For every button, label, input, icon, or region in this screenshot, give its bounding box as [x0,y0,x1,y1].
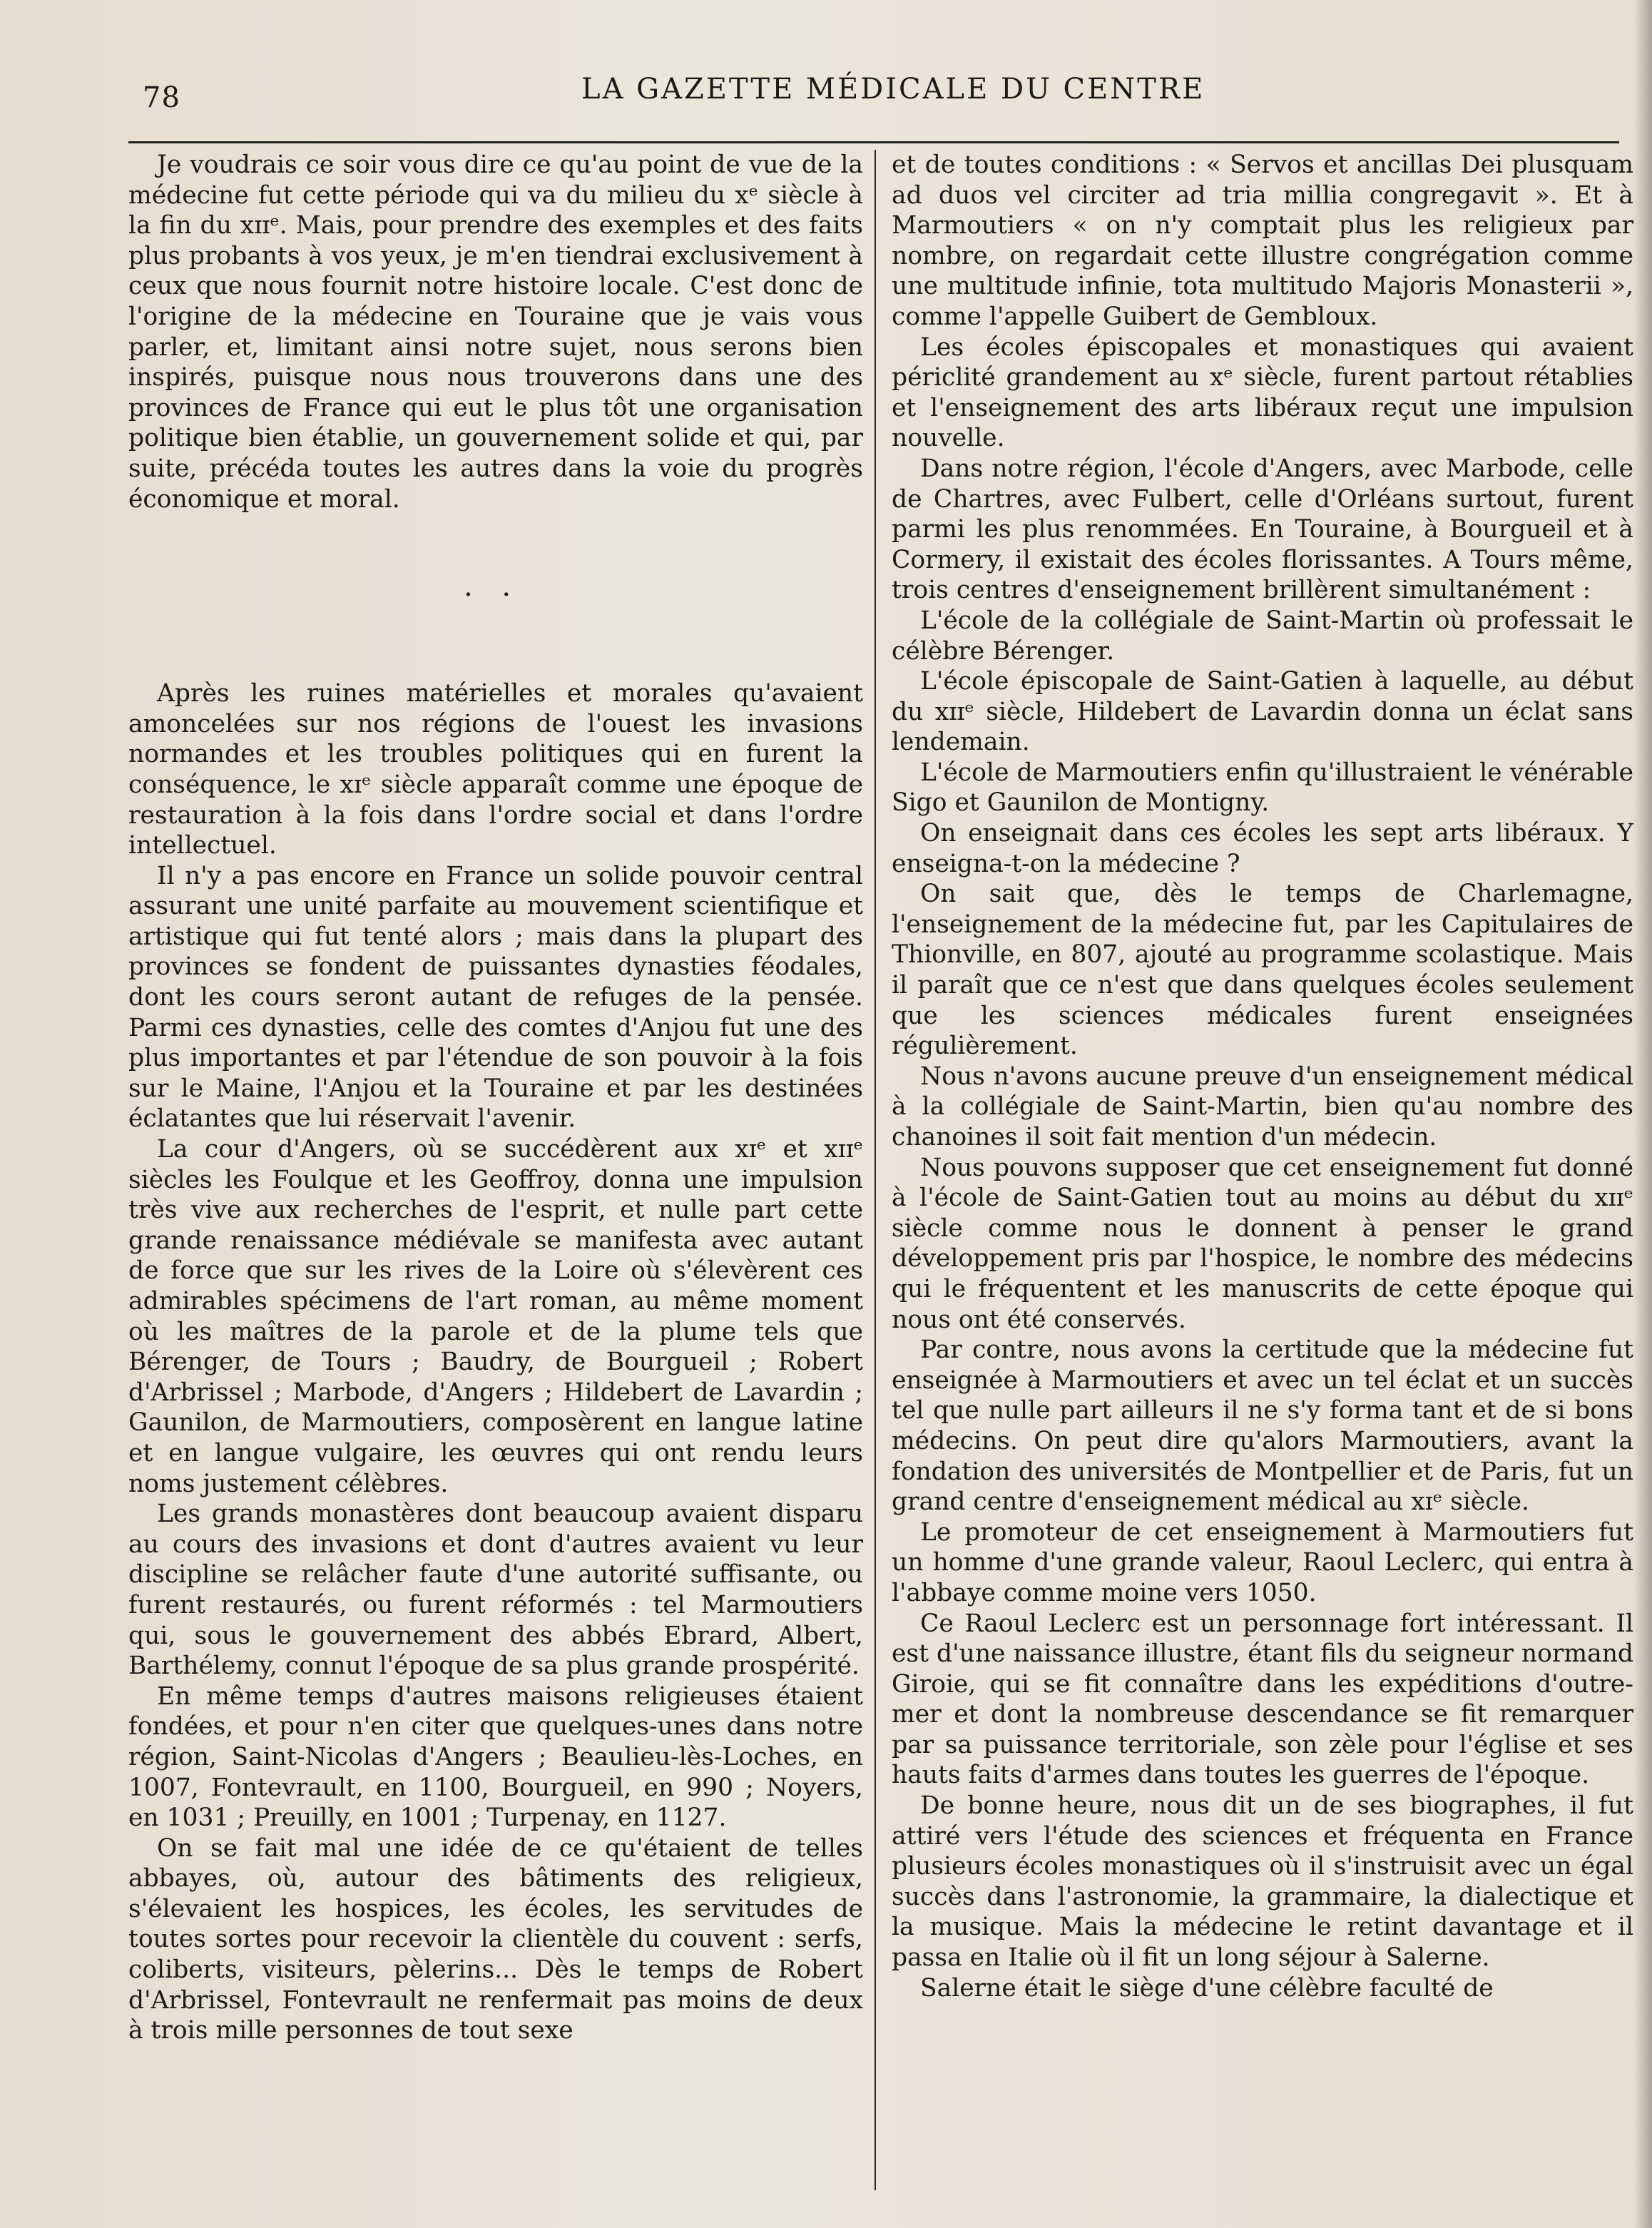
paragraph: La cour d'Angers, où se succédèrent aux xɪᵉ et xɪɪᵉ siècles les Foulque et les Geoffroy, donna une impulsion très vive aux recherches de l'esprit, et nulle part cette grande renaissance médiévale se manifesta avec autant de force que sur les rives de la Loire où s'élevèrent ces admirables spécimens de l'art roman, au même moment où les maîtres de la parole et de la plume tels que Bérenger, de Tours ; Baudry, de Bourgueil ; Robert d'Arbrissel ; Marbode, d'Angers ; Hildebert de Lavardin ; Gaunilon, de Marmoutiers, composèrent en langue latine et en langue vulgaire, les œuvres qui ont rendu leurs noms justement célèbres. [128,1135,863,1498]
paragraph: L'école épiscopale de Saint-Gatien à laquelle, au début du xɪɪᵉ siècle, Hildebert de Lavardin donna un éclat sans lendemain. [892,667,1633,757]
header-rule [128,141,1619,143]
column-divider [875,150,876,2190]
paragraph: Il n'y a pas encore en France un solide pouvoir central assurant une unité parfaite au mouvement scientifique et artistique qui fut tenté alors ; mais dans la plupart des provinces se fondent de puissantes dynasties féodales, dont les cours seront autant de refuges de la pensée. Parmi ces dynasties, celle des comtes d'Anjou fut une des plus importantes et par l'étendue de son pouvoir à la fois sur le Maine, l'Anjou et la Touraine et par les destinées éclatantes que lui réservait l'avenir. [128,861,863,1134]
paragraph: Le promoteur de cet enseignement à Marmoutiers fut un homme d'une grande valeur, Raoul Leclerc, qui entra à l'abbaye comme moine vers 1050. [892,1517,1633,1607]
paragraph: Les écoles épiscopales et monastiques qui avaient périclité grandement au xᵉ siècle, furent partout rétablies et l'enseignement des arts libéraux reçut une impulsion nouvelle. [892,332,1633,453]
paragraph: L'école de Marmoutiers enfin qu'illustraient le vénérable Sigo et Gaunilon de Montigny. [892,758,1633,818]
paragraph: Dans notre région, l'école d'Angers, avec Marbode, celle de Chartres, avec Fulbert, celle d'Orléans surtout, furent parmi les plus renommées. En Touraine, à Bourgueil et à Cormery, il existait des écoles florissantes. A Tours même, trois centres d'enseignement brillèrent simultanément : [892,454,1633,605]
ornament-dots: . . [464,570,521,604]
paragraph: Après les ruines matérielles et morales qu'avaient amoncelées sur nos régions de l'ouest les invasions normandes et les troubles politiques qui en furent la conséquence, le xɪᵉ siècle apparaît comme une époque de restauration à la fois dans l'ordre social et dans l'ordre intellectuel. [128,679,863,860]
paragraph: On enseignait dans ces écoles les sept arts libéraux. Y enseigna-t-on la médecine ? [892,819,1633,878]
page-header [143,71,1619,121]
right-column [892,150,1633,2003]
paragraph: On sait que, dès le temps de Charlemagne, l'enseignement de la médecine fut, par les Capitulaires de Thionville, en 807, ajouté au programme scolastique. Mais il paraît que ce n'est que dans quelques écoles seulement que les sciences médicales furent enseignées régulièrement. [892,880,1633,1061]
paragraph: De bonne heure, nous dit un de ses biographes, il fut attiré vers l'étude des sciences et fréquenta en France plusieurs écoles monastiques où il s'instruisit avec un égal succès dans l'astronomie, la grammaire, la dialectique et la musique. Mais la médecine le retint davantage et il passa en Italie où il fit un long séjour à Salerne. [892,1791,1633,1973]
left-column [128,150,863,2046]
paragraph-continued: et de toutes conditions : « Servos et ancillas Dei plusquam ad duos vel circiter ad tria millia congregavit ». Et à Marmoutiers « on n'y comptait plus les religieux par nombre, on regardait cette illustre congrégation comme une multitude infinie, tota multitudo Majoris Monasterii », comme l'appelle Guibert de Gembloux. [892,151,1633,331]
page-number: 78 [143,81,180,114]
section-ornament [128,514,863,678]
paragraph: Les grands monastères dont beaucoup avaient disparu au cours des invasions et dont d'autres avaient vu leur discipline se relâcher faute d'une autorité suffisante, ou furent restaurés, ou furent réformés : tel Marmoutiers qui, sous le gouvernement des abbés Ebrard, Albert, Barthélemy, connut l'époque de sa plus grande prospérité. [128,1500,863,1681]
paragraph: On se fait mal une idée de ce qu'étaient de telles abbayes, où, autour des bâtiments des religieux, s'élevaient les hospices, les écoles, les servitudes de toutes sortes pour recevoir la clientèle du couvent : serfs, coliberts, visiteurs, pèlerins... Dès le temps de Robert d'Arbrissel, Fontevrault ne renfermait pas moins de deux à trois mille personnes de tout sexe [128,1833,863,2045]
paragraph: Je voudrais ce soir vous dire ce qu'au point de vue de la médecine fut cette période qui va du milieu du xᵉ siècle à la fin du xɪɪᵉ. Mais, pour prendre des exemples et des faits plus probants à vos yeux, je m'en tiendrai exclusivement à ceux que nous fournit notre histoire locale. C'est donc de l'origine de la médecine en Touraine que je vais vous parler, et, limitant ainsi notre sujet, nous serons bien inspirés, puisque nous nous trouverons dans une des provinces de France qui eut le plus tôt une organisation politique bien établie, un gouvernement solide et qui, par suite, précéda toutes les autres dans la voie du progrès économique et moral. [128,151,863,514]
paragraph: Salerne était le siège d'une célèbre faculté de [920,1973,1494,2003]
paragraph: L'école de la collégiale de Saint-Martin où professait le célèbre Bérenger. [892,606,1633,666]
paragraph: Nous n'avons aucune preuve d'un enseignement médical à la collégiale de Saint-Martin, bien qu'au nombre des chanoines il soit fait mention d'un médecin. [892,1062,1633,1151]
paragraph: En même temps d'autres maisons religieuses étaient fondées, et pour n'en citer que quelques-unes dans notre région, Saint-Nicolas d'Angers ; Beaulieu-lès-Loches, en 1007, Fontevrault, en 1100, Bourgueil, en 990 ; Noyers, en 1031 ; Preuilly, en 1001 ; Turpenay, en 1127. [128,1682,863,1833]
paragraph: Par contre, nous avons la certitude que la médecine fut enseignée à Marmoutiers et avec un tel éclat et un succès tel que nulle part ailleurs il ne s'y forma tant et de si bons médecins. On peut dire qu'alors Marmoutiers, avant la fondation des universités de Montpellier et de Paris, fut un grand centre d'enseignement médical au xɪᵉ siècle. [892,1336,1633,1517]
paragraph: Nous pouvons supposer que cet enseignement fut donné à l'école de Saint-Gatien tout au moins au début du xɪɪᵉ siècle comme nous le donnent à penser le grand développement pris par l'hospice, le nombre des médecins qui le fréquentent et les manuscrits de cette époque qui nous ont été conservés. [892,1153,1633,1334]
page-edge-shadow [1633,0,1652,2228]
paragraph: Ce Raoul Leclerc est un personnage fort intéressant. Il est d'une naissance illustre, étant fils du seigneur normand Giroie, qui se fit connaître dans les expéditions d'outre-mer et dont la nombreuse descendance se fit remarquer par sa puissance territoriale, son zèle pour l'église et ses hauts faits d'armes dans toutes les guerres de l'époque. [892,1609,1633,1790]
running-title: LA GAZETTE MÉDICALE DU CENTRE [581,73,1205,106]
